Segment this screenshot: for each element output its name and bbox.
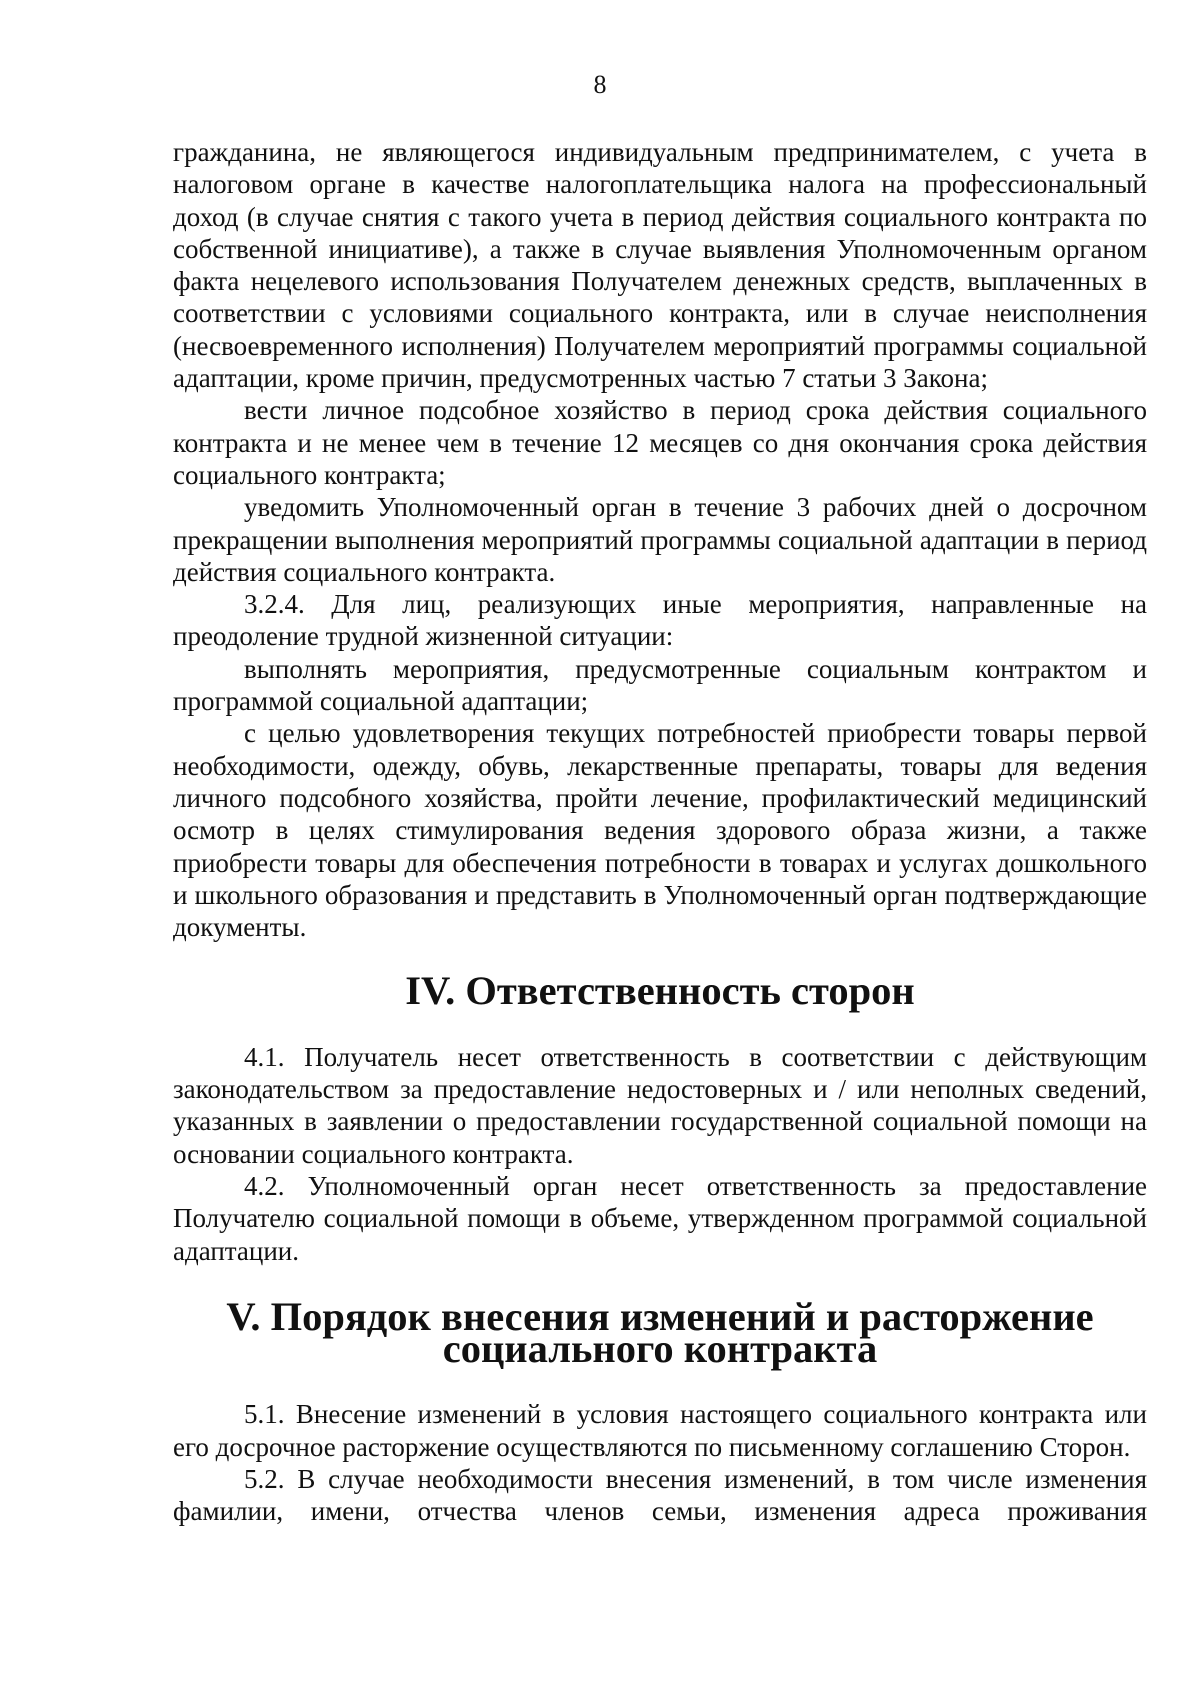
paragraph-continuation: гражданина, не являющегося индивидуальным предпринимателем, с учета в налоговом органе в качестве налогоплательщика налога на профессиональный доход (в случае снятия с такого учета в период действия социального контракта по собственной инициативе), а также в случае выявления Уполномоченным органом факта нецелевого использования Получателем денежных средств, выплаченных в соответствии с условиями социального контракта, или в случае неисполнения (несвоевременного исполнения) Получателем мероприятий программы социальной адаптации, кроме причин, предусмотренных частью 7 статьи 3 Закона; xyxy=(173,137,1147,394)
paragraph-clause-4-1: 4.1. Получатель несет ответственность в соответствии с действующим законодательством за предоставление недостоверных и / или неполных сведений, указанных в заявлении о предоставлении государственной социальной помощи на основании социального контракта. xyxy=(173,1041,1147,1169)
paragraph: с целью удовлетворения текущих потребностей приобрести товары первой необходимости, одежду, обувь, лекарственные препараты, товары для ведения личного подсобного хозяйства, пройти лечение, профилактический медицинский осмотр в целях стимулирования ведения здорового образа жизни, а также приобрести товары для обеспечения потребности в товарах и услугах дошкольного и школьного образования и представить в Уполномоченный орган подтверждающие документы. xyxy=(173,718,1147,943)
paragraph-clause-5-1: 5.1. Внесение изменений в условия настоящего социального контракта или его досрочное расторжение осуществляются по письменному соглашению Сторон. xyxy=(173,1399,1147,1462)
section-heading-v: V. Порядок внесения изменений и расторжение социального контракта xyxy=(226,1293,1094,1372)
paragraph: уведомить Уполномоченный орган в течение 3 рабочих дней о досрочном прекращении выполнения мероприятий программы социальной адаптации в период действия социального контракта. xyxy=(173,492,1147,587)
section-heading-iv: IV. Ответственность сторон xyxy=(405,968,915,1014)
paragraph-clause-5-2: 5.2. В случае необходимости внесения изменений, в том числе изменения фамилии, имени, отчества членов семьи, изменения адреса проживания xyxy=(173,1463,1147,1527)
paragraph-clause-3-2-4: 3.2.4. Для лиц, реализующих иные мероприятия, направленные на преодоление трудной жизненной ситуации: xyxy=(173,589,1147,652)
paragraph: вести личное подсобное хозяйство в период срока действия социального контракта и не менее чем в течение 12 месяцев со дня окончания срока действия социального контракта; xyxy=(173,395,1147,490)
paragraph-clause-4-2: 4.2. Уполномоченный орган несет ответственность за предоставление Получателю социальной помощи в объеме, утвержденном программой социальной адаптации. xyxy=(173,1170,1147,1266)
paragraph: выполнять мероприятия, предусмотренные социальным контрактом и программой социальной адаптации; xyxy=(173,653,1147,717)
document-body xyxy=(173,136,1147,1528)
page-number: 8 xyxy=(593,70,607,99)
